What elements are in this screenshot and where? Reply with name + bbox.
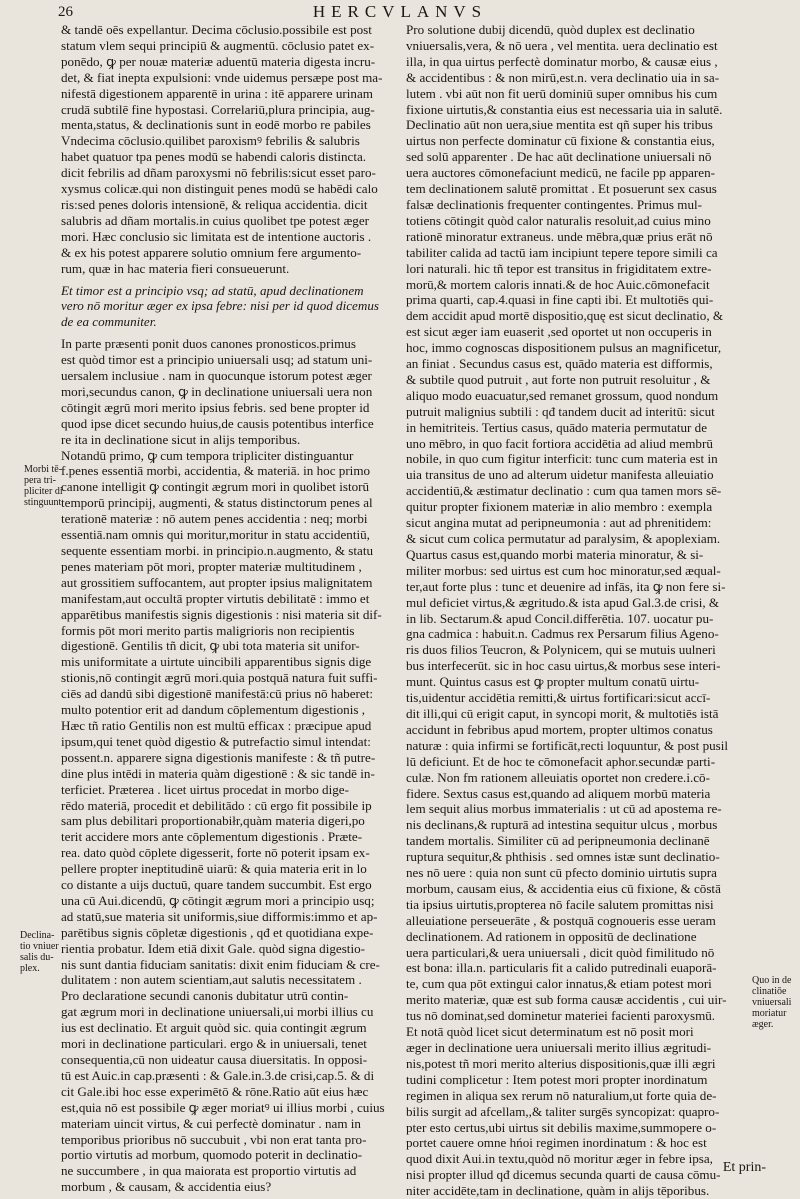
text-line: penes materiam pōt mori, propter materiæ multitudinem , xyxy=(61,558,362,574)
text-line: pellere propter ineptitudinē uiarū: & quia materia erit in lo xyxy=(61,861,367,877)
text-line: tia ipsius uirtutis,propterea nō facile salutem promittas nisi xyxy=(406,896,714,912)
text-line: morbum, causam eius, & accidentia eius cū fixione, & cōstā xyxy=(406,880,721,896)
text-line: essentiā.nam omnis qui moritur,moritur in statu accidentiū, xyxy=(61,527,370,543)
text-line: bus interfecerūt. sic in hoc casu uirtus,& morbus sese interi- xyxy=(406,658,721,674)
text-line: alleuiatione perseuerāte , & postquā cognoueris esse ueram xyxy=(406,912,716,928)
text-line: cit Gale.ibi hoc esse experimētō & rōne.Ratio aūt eius hæc xyxy=(61,1083,369,1099)
text-line: mis uniformitate a uirtute uincibili apparentibus signis dige xyxy=(61,654,372,670)
left-column xyxy=(61,22,409,1195)
text-line: formis pōt mori merito partis maligrioris non recipientis xyxy=(61,622,355,638)
text-line: Pro declaratione secundi canonis dubitatur utrū contin- xyxy=(61,988,349,1004)
text-line: accidentiū,& æstimatur declinatio : cum qua tamen mors sē- xyxy=(406,483,722,499)
text-line: statum vlem sequi principiū & augmentū. cōclusio patet ex- xyxy=(61,37,375,53)
text-line: terit accidere mors ante cōplementum digestionis . Præte- xyxy=(61,829,363,845)
text-line: mul deficiet virtus,& ægritudo.& ista apud Gal.3.de crisi, & xyxy=(406,594,720,610)
text-line: mori. Hæc conclusio sic limitata est de intentione auctoris . xyxy=(61,228,372,244)
text-line: illa, in qua uirtus perfectè dominatur morbo, & causæ eius , xyxy=(406,53,718,69)
text-line: uno mēbro, in quo facit fortiora accidētia ad aliud membrū xyxy=(406,435,713,451)
text-line: putruit malignius subtili : qđ tandem ducit ad interitū: sicut xyxy=(406,403,715,419)
text-line: ipsum,qui tenet quòd digestio & putrefactio simul intendat: xyxy=(61,733,371,749)
margin-note-line: æger. xyxy=(752,1019,774,1030)
text-line: culæ. Non fm rationem alleuiatis oportet non credere.i.cō- xyxy=(406,769,710,785)
text-line: totiens cōtingit quòd calor naturalis resoluit,ad cuius mino xyxy=(406,212,711,228)
margin-note-line: clinatiōe xyxy=(752,986,787,997)
text-line: ter,aut forte plus : tunc et deuenire ad infās, ita ꝙ non fere si- xyxy=(406,578,726,594)
text-line: uersalem inclusiue . nam in quocunque istorum potest æger xyxy=(61,368,372,384)
text-line: æger in declinatione uera uniuersali merito illius ægritudi- xyxy=(406,1040,712,1055)
text-line: temporū principij, augmenti, & status distinctorum penes al xyxy=(61,495,373,511)
margin-note-line: moriatur xyxy=(752,1008,787,1019)
text-line: niter accidēte,tam in declinatione, quàm in alijs tēporibus. xyxy=(406,1183,710,1199)
text-line: dicit febrilis ad dñam paroxysmi nō febrilis:sicut esset paro- xyxy=(61,165,376,181)
margin-note-line: plex. xyxy=(20,963,40,974)
text-line: bilis surgit ad afcellam,,& taliter surgēs syncopizat: quapro- xyxy=(406,1103,720,1119)
text-line: sicut angina mutat ad peripneumonia : aut ad phrenitidem: xyxy=(406,515,712,531)
text-line: dit illi,qui cū erigit caput, in syncopi morit, & multotiēs istā xyxy=(406,705,719,721)
text-line: nis,potest tñ mori merito alterius dispositionis,quæ illi ægri xyxy=(406,1055,716,1071)
right-column xyxy=(406,22,754,1199)
text-line: multo potentior erit ad dandum cōplementum digestionis , xyxy=(61,702,366,718)
text-line: lū deficiunt. Et de hoc te cōmonefacit aphor.secundæ parti- xyxy=(406,753,716,769)
text-line: Et notā quòd licet sicut determinatum est nō posit mori xyxy=(406,1024,694,1040)
text-line: tū est Auic.in cap.præsenti : & Gale.in.3.de crisi,cap.5. & di xyxy=(61,1067,375,1083)
text-line: rationē minoratur extraneus. unde mēbra,quæ prius erāt nō xyxy=(406,228,713,244)
text-line: lem sequit alius morbus immaterialis : ut cū ad apostema re- xyxy=(406,801,722,817)
text-line: nifestā digestionem apparentē in urina : itē apparere urinam xyxy=(61,85,373,101)
margin-note-right-1 xyxy=(752,975,791,1030)
text-line: Vndecima cōclusio.quilibet paroxismꝰ febrilis & salubris xyxy=(61,133,360,149)
text-line: f.penes essentiā morbi, accidentia, & materiā. in hoc primo xyxy=(61,463,371,479)
text-line: ciēs ad dandū sibi digestionē manifestā:cū prius nō haberet: xyxy=(61,686,373,702)
text-line: uirtus non perfecte dominatur cū fixione & constantia eius, xyxy=(406,133,715,149)
text-line: tudini complicetur : Item potest mori propter inordinatum xyxy=(406,1071,708,1087)
text-line: lutem . vbi aūt non fit uerū dominiū super omnibus his cum xyxy=(406,85,718,101)
text-line: in lib. Sectarum.& apud Concil.differētia. 107. uocatur pu- xyxy=(406,610,714,626)
text-line: sed solū apparenter . De hac aūt declinatione uniuersali nō xyxy=(406,149,712,165)
margin-note-line: vniuersali xyxy=(752,997,792,1008)
text-line: terficiet. Præterea . licet uirtus procedat in morbo dige- xyxy=(61,781,349,797)
margin-note-line: Declina- xyxy=(20,930,55,941)
text-line: est bona: illa.n. particularis fit a calido putredinali euaporā- xyxy=(406,960,717,976)
margin-note-line: Quo in de xyxy=(752,975,792,986)
text-line: terationē materiæ : nō autem penes accidentia : neq; morbi xyxy=(61,511,368,527)
text-line: uia transitus de uno ad alterum uidetur manifesta alleuiatio xyxy=(406,467,714,483)
running-header: HERCVLANVS xyxy=(312,2,488,21)
text-line: det, & fiat inepta expulsioni: vnde uidemus persæpe post ma- xyxy=(61,69,383,85)
text-line: regimen in aliqua sex rerum nō naturalium,ut forte quia de- xyxy=(406,1087,717,1103)
text-line: nobile, in quo cum figitur interficit: tunc cum materia est in xyxy=(406,451,718,467)
text-line: portet cauere omne hńoi regimen inordinatum : & hoc est xyxy=(406,1135,707,1151)
text-line: fidere. Sextus casus est,quando ad aliquem morbū materia xyxy=(406,785,711,801)
text-line: Hæc tñ ratio Gentilis non est multū efficax : præcipue apud xyxy=(61,717,372,733)
text-line: pter esto certus,ubi uirtus sit debilis maxime,summopere o- xyxy=(406,1119,717,1135)
text-line: & ex his potest apparere solutio omnium fere argumento- xyxy=(61,244,362,260)
text-line: Et timor est a principio vsq; ad statū, apud declinationem xyxy=(61,282,364,298)
text-line: crudā subtilē fine hypostasi. Correlariū,plura principia, aug- xyxy=(61,101,375,117)
text-line: una cū Aui.dicendū, ꝙ cōtingit ægrum mori a principio usq; xyxy=(61,892,375,908)
text-line: mori,secundus canon, ꝙ in declinatione uniuersali uera non xyxy=(61,383,373,399)
margin-note-left-1 xyxy=(24,464,63,508)
text-line: accidunt in febribus apud mortem, propter ultimos conatus xyxy=(406,721,713,737)
text-line: est,quia nō est possibile ꝙ æger moriatꝰ ui illius morbi , cuius xyxy=(61,1099,385,1115)
text-line: Quartus casus est,quando morbi materia minoratur, & si- xyxy=(406,546,704,562)
text-line: prima quarti, cap.4.quasi in fine capti ibi. Et multotiēs qui- xyxy=(406,292,714,308)
text-line: salubris ad dñam mortalis.in cuius quolibet tpe potest æger xyxy=(61,212,370,228)
margin-note-line: tio vniuer xyxy=(20,941,59,952)
text-line: aut grossitiem suffocantem, aut propter ipsius malignitatem xyxy=(61,574,373,590)
text-line: digestionē. Gentilis tñ dicit, ꝙ ubi tota materia sit unifor- xyxy=(61,638,360,654)
text-line: Notandū primo, ꝙ cum tempora tripliciter distinguantur xyxy=(61,447,354,463)
text-line: ius est declinatio. Et arguit quòd sic. quia contingit ægrum xyxy=(61,1020,367,1036)
text-line: ris:sed penes doloris intensionē, & reliqua accidentia. dicit xyxy=(61,196,368,212)
text-line: possent.n. apparere signa digestionis manifeste : & tñ putre- xyxy=(61,749,376,765)
margin-note-line: salis du- xyxy=(20,952,54,963)
text-line: parētibus signis cōpletæ digestionis , qđ et quotidiana expe- xyxy=(61,924,374,940)
text-line: tus nō dominat,sed dominetur materiei facienti paroxysmū. xyxy=(406,1008,716,1024)
text-line: munt. Quintus casus est ꝙ propter multum conatū uirtu- xyxy=(406,674,700,690)
text-line: vero nō moritur æger ex ipsa febre: nisi per id quod dicemus xyxy=(61,298,379,314)
text-line: materiam uincit virtus, & cui perfectè dominatur . nam in xyxy=(61,1115,361,1131)
text-line: dem accidit apud mortē dispositio,quę est sicut declinatio, & xyxy=(406,308,724,324)
text-line: Pro solutione dubij dicendū, quòd duplex est declinatio xyxy=(406,22,695,37)
text-line: Declinatio aūt non uera,siue mentita est qñ super his tribus xyxy=(406,117,713,133)
text-line: canone intelligit ꝙ contingit ægrum mori in quolibet istorū xyxy=(61,479,370,495)
text-line: rientia probatur. Idem etiā dixit Gale. quòd signa digestio- xyxy=(61,940,365,956)
margin-note-line: pera tri- xyxy=(24,475,56,486)
catchword: Et prin- xyxy=(722,1160,766,1175)
text-line: tandem mortalis. Similiter cū ad peripneumonia declinanē xyxy=(406,833,710,849)
page-number: 26 xyxy=(58,4,73,20)
text-line: aliquo modo euacuatur,sed remanet grossum, quod nondum xyxy=(406,387,719,403)
text-line: ne succumbere , in qua maiorata est proportio virtutis ad xyxy=(61,1163,357,1179)
text-line: ponēdo, ꝙ per nouæ materiæ aduentū materia digesta incru- xyxy=(61,53,376,69)
text-line: ad statū,sue materia sit uniformis,siue difformis:immo et ap- xyxy=(61,908,378,924)
text-line: & sicut cum colica permutatur ad paralysim, & apoplexiam. xyxy=(406,531,721,546)
text-line: & accidentibus : & non mirū,est.n. vera declinatio uia in sa- xyxy=(406,69,720,85)
text-line: est sicut æger iam euaserit ,sed oportet ut non occuperis in xyxy=(406,324,712,340)
text-line: an finiat . Secundus casus est, quādo materia est difformis, xyxy=(406,356,713,372)
text-line: nis sunt dantia fiduciam sanitatis: dixit enim fiduciam & cre- xyxy=(61,956,380,972)
text-line: xysmus colicæ.qui non distinguit penes modū se habēdi calo xyxy=(61,181,378,197)
text-line: & tandē oēs expellantur. Decima cōclusio.possibile est post xyxy=(61,22,372,37)
text-line: militer morbus: sed uirtus est cum hoc minoratur,sed æqual- xyxy=(406,562,721,578)
text-line: quitur propter fixionem materiæ in alio membro : exempla xyxy=(406,499,713,515)
text-line: stionis,nō contingit ægrū mori.quia postquā natura fuit suffi- xyxy=(61,670,378,686)
text-line: gna cadmica : habuit.n. Cadmus rex Persarum filius Ageno- xyxy=(406,626,719,642)
text-line: tis,uidentur accidētia remitti,& uirtus fortificari:sicut accī- xyxy=(406,690,711,706)
text-line: merito materiæ, quæ est sub forma causæ accidentis , cui uir- xyxy=(406,992,727,1008)
text-line: hoc, immo cognoscas dispositionem pulsus an magnificetur, xyxy=(406,340,722,356)
text-line: morbum , & causam, & accidentia eius? xyxy=(61,1179,272,1195)
text-line: te, cum qua pōt extingui calor innatus,& etiam potest mori xyxy=(406,976,712,992)
text-line: quod dixit Aui.in textu,quòd nō moritur æger in febre ipsa, xyxy=(406,1151,713,1167)
margin-note-line: Morbi tē- xyxy=(24,464,63,475)
text-line: est quòd timor est a principio uniuersali usq; ad statum uni- xyxy=(61,352,373,368)
text-line: ruptura sequitur,& phthisis . sed omnes istæ sunt declinatio- xyxy=(406,849,720,865)
text-line: co distante a uijs ductuū, quare tandem succumbit. Est ergo xyxy=(61,877,372,893)
text-line: in hemitriteis. Tertius casus, quādo materia permutatur de xyxy=(406,419,708,435)
text-line: vniuersalis,vera, & nō uera , vel mentita. uera declinatio est xyxy=(406,37,718,53)
text-line: fixione uirtutis,& constantia eius est necessaria uia in salutē. xyxy=(406,101,723,117)
text-line: rum, quæ in hac materia fieri consueuerunt. xyxy=(61,260,290,276)
text-line: declinationem. Ad rationem in oppositū de declinatione xyxy=(406,928,697,944)
text-line: rēdo materiā, procedit et debilitādo : cū ergo fit possibile ip xyxy=(61,797,372,813)
text-line: lori naturali. hic tñ tepor est transitus in frigiditatem extre- xyxy=(406,260,712,276)
text-line: temporibus prioribus nō succubuit , vbi non erat tanta pro- xyxy=(61,1131,367,1147)
text-line: quod ipse dicet secundo huius,de causis potentibus interfice xyxy=(61,415,374,431)
text-line: tabiliter calida ad tactū iam incipiunt tepere tepore simili ca xyxy=(406,244,718,260)
text-line: re ita in declinatione sicut in alijs temporibus. xyxy=(61,431,301,447)
text-line: naturæ : quia infirmi se fortificāt,recti loquuntur, & post pusil xyxy=(406,737,729,753)
text-line: uera particulari,& uera uniuersali , dicit quòd fimilitudo nō xyxy=(406,944,715,960)
text-line: nisi propter illud qđ dicemus secunda quarti de causa cōmu- xyxy=(406,1167,721,1183)
text-line: uera auctores cōmonefaciunt medicū, ne facile pp apparen- xyxy=(406,165,716,181)
text-line: ris duos filios Teucron, & Polynicem, qui se mutuis uulneri xyxy=(406,642,716,658)
margin-note-line: stinguunt xyxy=(24,497,62,508)
text-line: dulitatem : non autem scientiam,aut salutis necessitatem . xyxy=(61,972,362,988)
text-line: manifestam,aut occultā propter virtutis debilitatē : immo et xyxy=(61,590,370,606)
text-line: apparētibus manifestis signis digestionis : nisi materia sit dif- xyxy=(61,606,382,622)
margin-note-line: pliciter di xyxy=(24,486,63,497)
text-line: sam plus debilitari proportionabiłr,quàm materia digeri,po xyxy=(61,813,365,829)
text-line: habet quatuor tpa penes modū se habendi caloris distincta. xyxy=(61,149,367,165)
text-line: & subtile quod putruit , aut forte non putruit resoluitur , & xyxy=(406,371,711,387)
text-line: mori in declinatione particulari. ergo & in uniuersali, tenet xyxy=(61,1036,367,1052)
text-line: consequentia,cū non uideatur causa diuersitatis. In opposi- xyxy=(61,1052,368,1067)
text-line: rea. dato quòd cōplete digesserit, forte nō poterit ipsam ex- xyxy=(61,845,370,861)
text-line: de ea communiter. xyxy=(61,314,157,330)
text-line: dine plus intēdi in materia quàm digestionē : & sic tandē in- xyxy=(61,765,375,781)
margin-note-left-2 xyxy=(20,930,59,974)
text-line: cōtingit ægrū mori merito ipsius febris. sed bene propter id xyxy=(61,399,370,415)
text-line: tem declinationem salutē promittat . Et posuerunt sex casus xyxy=(406,181,717,197)
text-line: portio virtutis ad morbum, quomodo poterit in declinatio- xyxy=(61,1147,363,1163)
text-line: sequente essentiam morbi. in principio.n.augmento, & statu xyxy=(61,543,374,558)
text-line: gat ægrum mori in declinatione uniuersali,ui morbi illius cu xyxy=(61,1004,374,1020)
text-line: In parte præsenti ponit duos canones pronosticos.primus xyxy=(61,336,356,352)
text-line: nis declinans,& rupturā ad intestina sequitur ulcus , morbus xyxy=(406,817,718,833)
text-line: nes nō uere : quia non sunt cū pfecto dominio uirtutis supra xyxy=(406,865,717,881)
text-line: falsæ declinationis frequenter contingentes. Primus mul- xyxy=(406,196,702,212)
text-line: menta,status, & declinationis sunt in eodē morbo re pabiles xyxy=(61,117,371,133)
text-line: morū,& mortem caloris innati.& de hoc Auic.cōmonefacit xyxy=(406,276,710,292)
